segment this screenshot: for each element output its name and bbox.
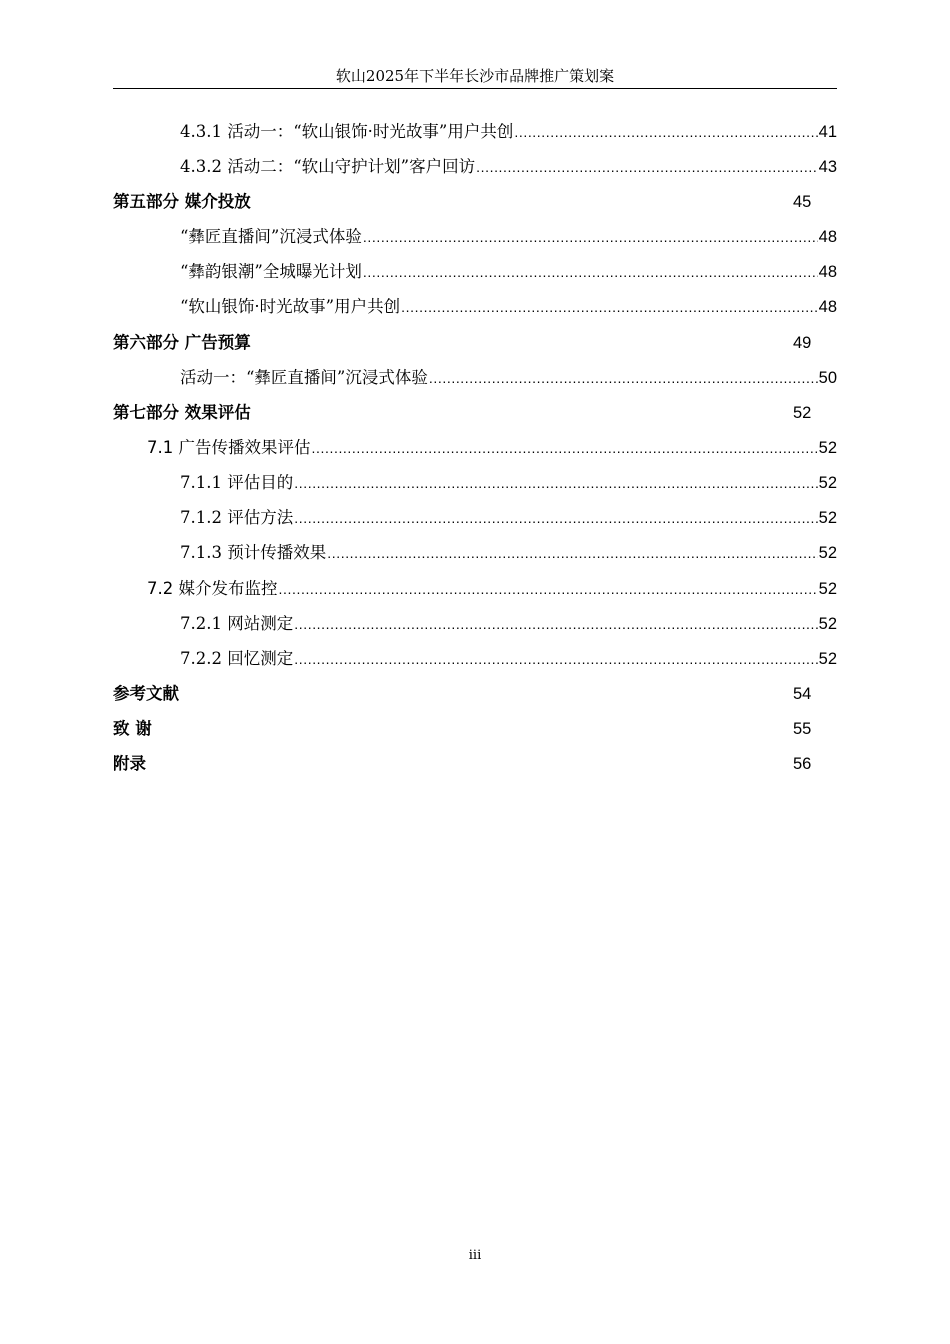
toc-entry-page: 48 xyxy=(818,298,837,316)
toc-entry-page: 52 xyxy=(818,439,837,457)
toc-entry-title: 7.2.2 回忆测定 xyxy=(180,649,294,668)
toc-part-title: 第七部分 效果评估 xyxy=(113,403,251,422)
toc-entry[interactable] xyxy=(180,647,837,671)
toc-part-title: 第五部分 媒介投放 xyxy=(113,192,251,211)
toc-entry[interactable] xyxy=(180,295,837,319)
toc-part-heading[interactable] xyxy=(113,401,837,425)
toc-part-page: 56 xyxy=(793,755,812,773)
toc-entry-title: 7.2.1 网站测定 xyxy=(180,614,294,633)
dot-leader xyxy=(363,225,818,249)
toc-entry[interactable] xyxy=(180,612,837,636)
dot-leader xyxy=(363,260,818,284)
dot-leader xyxy=(279,577,818,601)
dot-leader xyxy=(401,295,818,319)
dot-leader xyxy=(429,366,818,390)
toc-part-heading[interactable] xyxy=(113,752,837,776)
toc-entry[interactable] xyxy=(180,506,837,530)
toc-entry[interactable] xyxy=(180,471,837,495)
toc-entry-title: 4.3.1 活动一：“软山银饰·时光故事”用户共创 xyxy=(180,122,514,141)
toc-entry[interactable] xyxy=(147,577,837,601)
toc-entry-page: 52 xyxy=(818,509,837,527)
dot-leader xyxy=(327,541,817,565)
toc-entry-title: 7.1.2 评估方法 xyxy=(180,508,294,527)
toc-part-page: 55 xyxy=(793,720,812,738)
toc-entry[interactable] xyxy=(180,260,837,284)
toc-entry-title: “彝匠直播间”沉浸式体验 xyxy=(180,227,362,246)
page-footer xyxy=(0,1246,950,1266)
toc-entry-page: 41 xyxy=(818,123,837,141)
toc-entry-title: 7.2 媒介发布监控 xyxy=(147,579,278,598)
page-number: iii xyxy=(468,1248,482,1263)
toc-entry-page: 52 xyxy=(818,580,837,598)
toc-entry-title: 4.3.2 活动二：“软山守护计划”客户回访 xyxy=(180,157,476,176)
dot-leader xyxy=(514,120,817,144)
toc-entry-page: 43 xyxy=(818,158,837,176)
toc-part-title: 附录 xyxy=(113,754,146,773)
toc-entry-title: 7.1.1 评估目的 xyxy=(180,473,294,492)
dot-leader xyxy=(294,647,817,671)
toc-entry-page: 52 xyxy=(818,544,837,562)
toc-part-title: 致 谢 xyxy=(113,719,152,738)
toc-part-page: 54 xyxy=(793,685,812,703)
toc-entry-page: 48 xyxy=(818,263,837,281)
toc-part-page: 52 xyxy=(793,404,812,422)
toc-part-heading[interactable] xyxy=(113,717,837,741)
toc-entry[interactable] xyxy=(180,225,837,249)
toc-part-title: 参考文献 xyxy=(113,684,179,703)
toc-entry-page: 52 xyxy=(818,615,837,633)
toc-entry[interactable] xyxy=(180,541,837,565)
toc-part-page: 49 xyxy=(793,334,812,352)
toc-entry-page: 52 xyxy=(818,650,837,668)
dot-leader xyxy=(476,155,818,179)
toc-part-page: 45 xyxy=(793,193,812,211)
toc-entry[interactable] xyxy=(180,155,837,179)
toc-part-heading[interactable] xyxy=(113,190,837,214)
toc-entry[interactable] xyxy=(180,120,837,144)
dot-leader xyxy=(294,471,817,495)
toc-entry[interactable] xyxy=(147,436,837,460)
toc-part-heading[interactable] xyxy=(113,682,837,706)
toc-part-title: 第六部分 广告预算 xyxy=(113,333,251,352)
toc-part-heading[interactable] xyxy=(113,331,837,355)
toc-entry-page: 52 xyxy=(818,474,837,492)
dot-leader xyxy=(312,436,818,460)
toc-entry-title: “软山银饰·时光故事”用户共创 xyxy=(180,297,401,316)
toc-entry-title: “彝韵银潮”全城曝光计划 xyxy=(180,262,362,281)
toc-entry-page: 50 xyxy=(818,369,837,387)
dot-leader xyxy=(294,506,817,530)
toc-entry-title: 7.1.3 预计传播效果 xyxy=(180,543,327,562)
toc-entry[interactable] xyxy=(180,366,837,390)
header-title: 软山2025年下半年长沙市品牌推广策划案 xyxy=(335,67,615,85)
toc-entry-page: 48 xyxy=(818,228,837,246)
toc-entry-title: 7.1 广告传播效果评估 xyxy=(147,438,311,457)
toc-entry-title: 活动一：“彝匠直播间”沉浸式体验 xyxy=(180,368,428,387)
dot-leader xyxy=(294,612,817,636)
